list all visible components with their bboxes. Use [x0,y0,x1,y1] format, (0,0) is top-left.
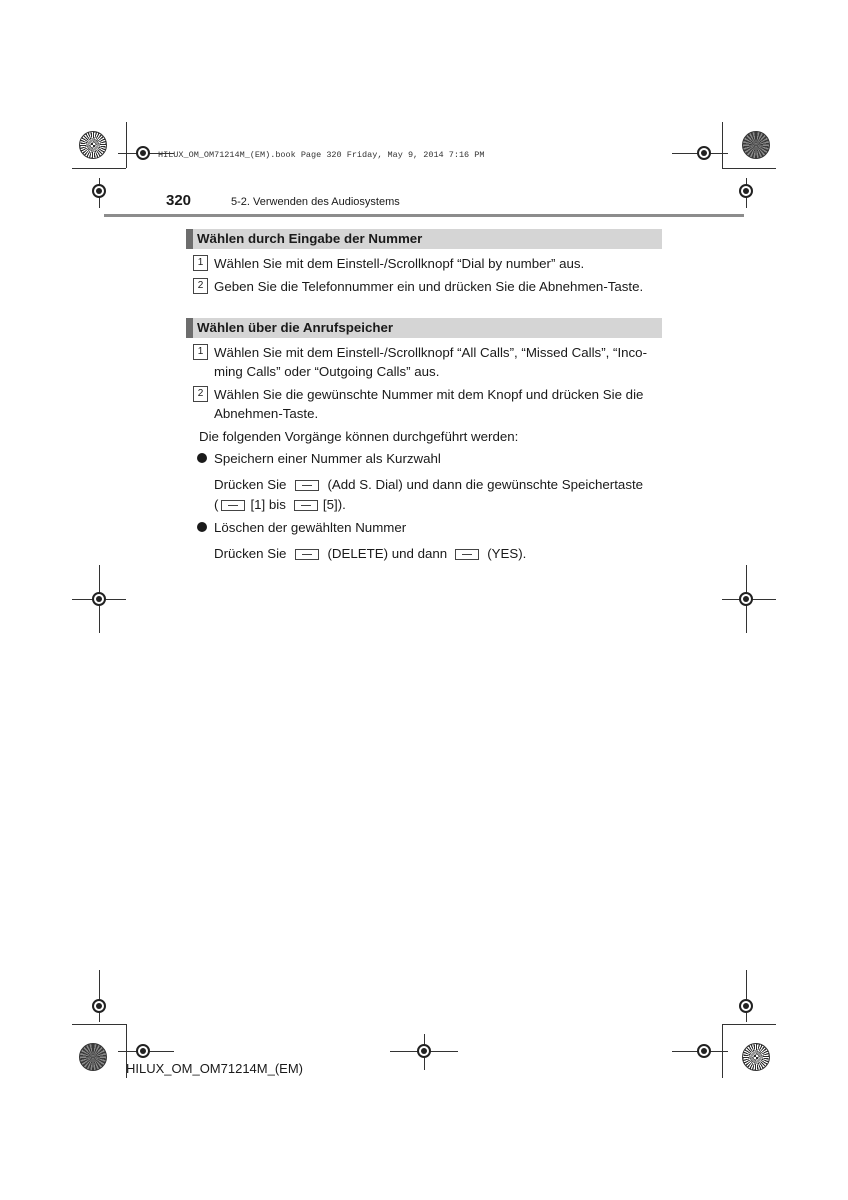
crop-mark [72,168,126,169]
step-number: 1 [193,255,208,271]
crop-mark [126,122,127,168]
step-item [193,277,659,296]
crop-mark [722,122,723,168]
section-title: 5-2. Verwenden des Audiosystems [231,196,400,208]
button-key-icon [294,500,318,511]
bullet-icon [197,522,207,532]
step-text-line: Wählen Sie mit dem Einstell-/Scrollknopf “All Calls”, “Missed Calls”, “Inco- [214,345,647,360]
button-key-icon [295,480,319,491]
instruction-line [214,544,526,563]
registration-mark-icon [697,146,711,160]
step-item [193,385,659,423]
crop-mark [99,970,100,1022]
crop-mark [72,1024,126,1025]
bullet-icon [197,453,207,463]
instruction-text: ( [214,497,219,512]
step-text-line: ming Calls” oder “Outgoing Calls” aus. [214,364,440,379]
registration-mark-icon [739,999,753,1013]
intro-text: Die folgenden Vorgänge können durchgeführt werden: [199,429,519,444]
crop-mark [722,1024,776,1025]
color-target-icon [79,131,107,159]
color-target-icon [79,1043,107,1071]
step-text: Geben Sie die Telefonnummer ein und drücken Sie die Abnehmen-Taste. [214,279,644,294]
step-text [214,385,659,423]
registration-mark-icon [136,146,150,160]
instruction-text: (YES). [487,546,527,561]
step-text [214,343,659,381]
color-target-icon [742,131,770,159]
registration-mark-icon [739,184,753,198]
instruction-line [214,495,346,514]
registration-mark-icon [739,592,753,606]
page-number: 320 [166,192,192,209]
registration-mark-icon [136,1044,150,1058]
instruction-text: [1] bis [250,497,286,512]
registration-mark-icon [92,592,106,606]
footer-code: HILUX_OM_OM71214M_(EM) [126,1061,303,1076]
bullet-title: Speichern einer Nummer als Kurzwahl [214,451,441,466]
instruction-text: (DELETE) und dann [327,546,448,561]
instruction-text: (Add S. Dial) und dann die gewünschte Speichertaste [327,477,644,492]
registration-mark-icon [417,1044,431,1058]
step-number: 2 [193,278,208,294]
instruction-text: Drücken Sie [214,477,287,492]
instruction-text: [5]). [322,497,346,512]
button-key-icon [221,500,245,511]
registration-mark-icon [92,999,106,1013]
color-target-icon [742,1043,770,1071]
bullet-title: Löschen der gewählten Nummer [214,520,407,535]
instruction-text: Drücken Sie [214,546,287,561]
registration-mark-icon [92,184,106,198]
step-number: 2 [193,386,208,402]
crop-mark [722,168,776,169]
step-number: 1 [193,344,208,360]
button-key-icon [455,549,479,560]
step-item [193,254,659,273]
step-text: Wählen Sie mit dem Einstell-/Scrollknopf “Dial by number” aus. [214,256,585,271]
step-item [193,343,659,381]
button-key-icon [295,549,319,560]
crop-mark [746,970,747,1022]
step-text-line: Wählen Sie die gewünschte Nummer mit dem Knopf und drücken Sie die [214,387,644,402]
section-heading-dial-by-number: Wählen durch Eingabe der Nummer [186,229,662,249]
step-text-line: Abnehmen-Taste. [214,406,319,421]
registration-mark-icon [697,1044,711,1058]
header-rule [104,214,744,217]
print-info-line: HILUX_OM_OM71214M_(EM).book Page 320 Friday, May 9, 2014 7:16 PM [158,150,485,160]
section-heading-call-history: Wählen über die Anrufspeicher [186,318,662,338]
instruction-line [214,475,659,494]
